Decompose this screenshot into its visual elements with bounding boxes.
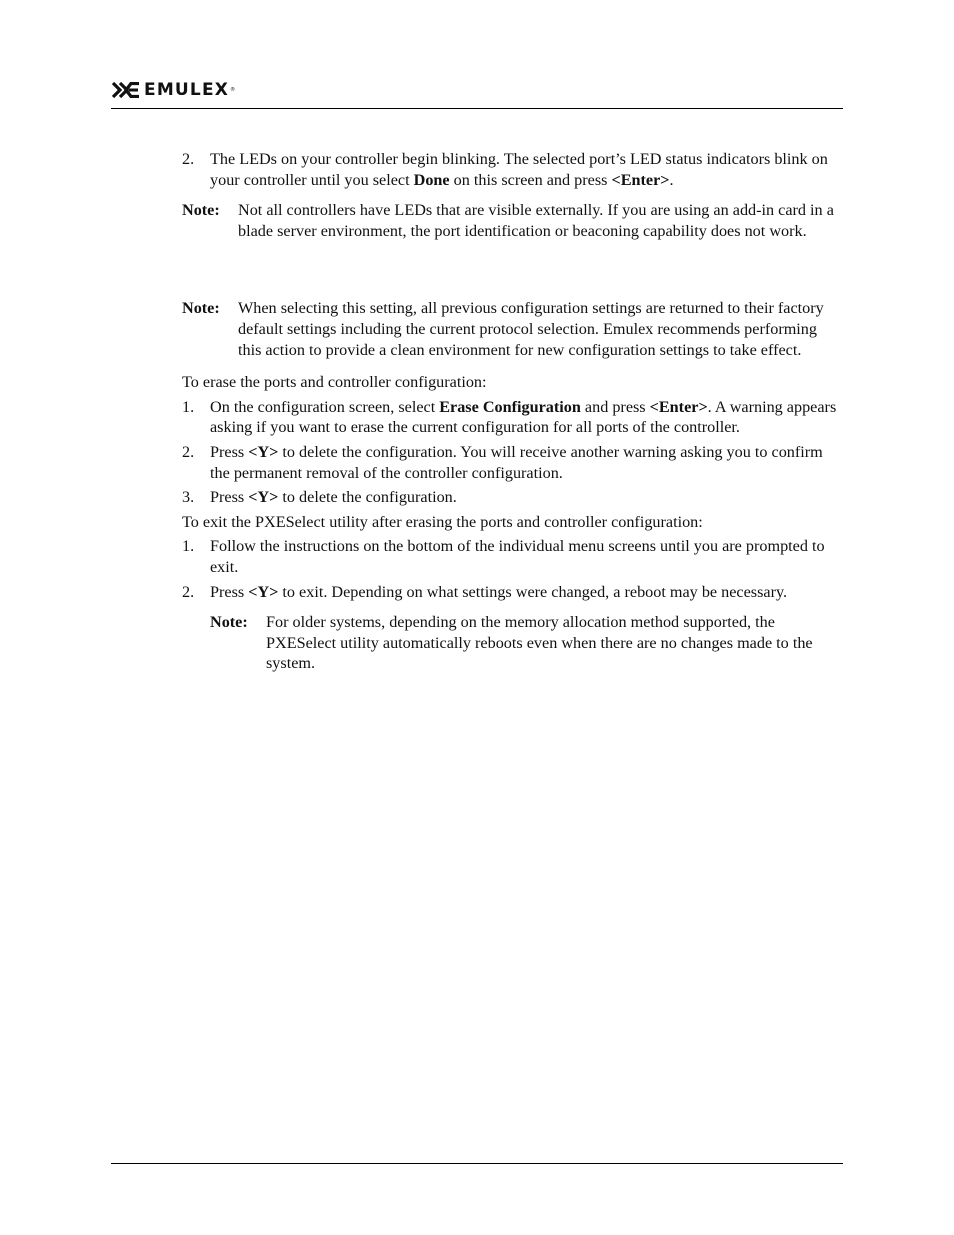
note-label: Note: — [210, 613, 248, 632]
text-run: Press — [210, 442, 249, 461]
header-rule — [111, 108, 843, 109]
note-label: Note: — [182, 299, 220, 318]
list-item — [182, 487, 842, 508]
text-run: to delete the configuration. You will receive another warning asking you to confirm the permanent removal of the controller configuration. — [210, 442, 823, 482]
note-block — [182, 298, 842, 360]
bold-run: Done — [413, 170, 450, 189]
list-text — [210, 487, 842, 508]
note-block — [210, 612, 842, 674]
note-text: When selecting this setting, all previous configuration settings are returned to their factory default settings including the current protocol selection. Emulex recommends performing this action to provide a clean environment for new configuration settings to take effect. — [238, 299, 824, 359]
text-run: Press — [210, 488, 249, 507]
text-run: on this screen and press — [449, 170, 612, 189]
note-block — [182, 200, 842, 241]
list-item — [182, 149, 842, 190]
text-run: Press — [210, 582, 249, 601]
text-run: . A warning appears asking if you want to erase the current configuration for all ports of the controller. — [210, 397, 837, 437]
bold-run: <Y> — [248, 442, 279, 461]
list-text — [210, 149, 842, 190]
list-text — [210, 397, 842, 438]
bold-run: Erase Configuration — [439, 397, 581, 416]
note-text: For older systems, depending on the memory allocation method supported, the PXESelect utility automatically reboots even when there are no changes made to the system. — [266, 613, 813, 673]
note-text: Not all controllers have LEDs that are visible externally. If you are using an add-in card in a blade server environment, the port identification or beaconing capability does not work. — [238, 201, 834, 240]
list-text: Follow the instructions on the bottom of the individual menu screens until you are prompted to exit. — [210, 537, 825, 576]
footer-rule — [111, 1163, 843, 1164]
bold-run: <Y> — [248, 582, 279, 601]
list-text — [210, 442, 842, 483]
section-gap — [182, 241, 842, 298]
text-run: The LEDs on your controller begin blinking. The selected port’s LED status indicators blink on your controller until you select — [210, 150, 828, 189]
list-item — [182, 582, 842, 603]
list-item — [182, 442, 842, 483]
logo-trademark: ® — [230, 87, 236, 93]
list-text — [210, 582, 842, 603]
bold-run: <Y> — [248, 488, 279, 507]
list-item — [182, 536, 842, 577]
list-number: 2. — [182, 150, 195, 168]
list-number: 2. — [182, 582, 195, 601]
emulex-logo — [111, 80, 235, 100]
text-run: to exit. Depending on what settings were changed, a reboot may be necessary. — [278, 582, 788, 601]
text-run: to delete the configuration. — [278, 488, 457, 507]
emulex-mark-icon — [111, 82, 141, 98]
text-run: . — [669, 170, 674, 189]
list-number: 2. — [182, 442, 195, 461]
bold-run: <Enter> — [611, 170, 670, 189]
text-run: On the configuration screen, select — [210, 397, 440, 416]
paragraph: To exit the PXESelect utility after erasing the ports and controller configuration: — [182, 512, 703, 531]
paragraph: To erase the ports and controller configuration: — [182, 373, 487, 392]
text-run: and press — [580, 397, 650, 416]
list-item — [182, 397, 842, 438]
list-number: 1. — [182, 397, 195, 416]
note-label: Note: — [182, 201, 220, 220]
bold-run: <Enter> — [649, 397, 708, 416]
logo-text: EMULEX — [144, 80, 230, 100]
document-body — [182, 149, 842, 674]
list-number: 1. — [182, 537, 195, 556]
list-number: 3. — [182, 488, 195, 507]
